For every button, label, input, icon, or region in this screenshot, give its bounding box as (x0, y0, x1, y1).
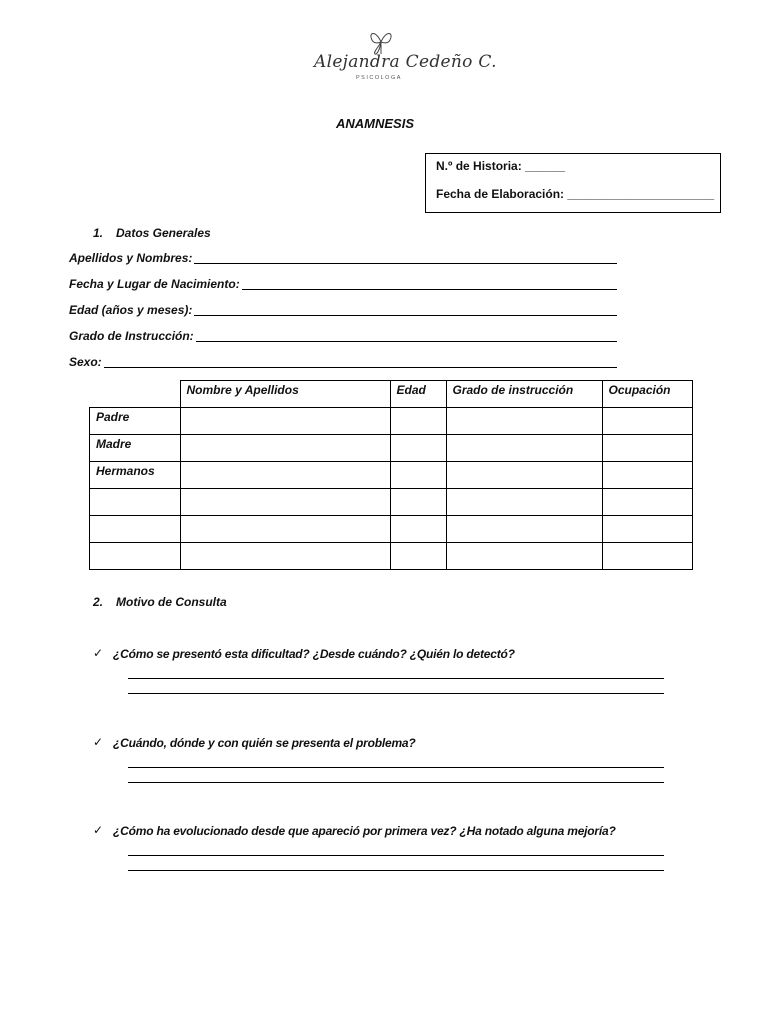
table-cell[interactable] (180, 516, 390, 543)
row-label[interactable] (90, 543, 181, 570)
table-header-cell: Nombre y Apellidos (180, 381, 390, 408)
section2-title: Motivo de Consulta (116, 595, 227, 609)
elaboration-date-field[interactable]: Fecha de Elaboración: ______________________ (436, 187, 715, 201)
question-text: ¿Cómo se presentó esta dificultad? ¿Desde cuándo? ¿Quién lo detectó? (113, 647, 515, 661)
table-cell[interactable] (390, 435, 446, 462)
table-row (90, 408, 693, 435)
row-label: Madre (90, 435, 181, 462)
table-cell[interactable] (390, 516, 446, 543)
answer-line[interactable] (128, 693, 664, 694)
table-cell[interactable] (390, 462, 446, 489)
table-cell[interactable] (602, 489, 692, 516)
check-icon: ✓ (93, 646, 104, 660)
table-cell[interactable] (180, 489, 390, 516)
table-row (90, 489, 693, 516)
table-cell[interactable] (446, 516, 602, 543)
question-text: ¿Cómo ha evolucionado desde que apareció por primera vez? ¿Ha notado alguna mejoría? (113, 824, 616, 838)
table-cell[interactable] (602, 408, 692, 435)
table-cell[interactable] (602, 462, 692, 489)
table-header-cell: Ocupación (602, 381, 692, 408)
page-title: ANAMNESIS (335, 116, 414, 131)
history-number-field[interactable]: N.º de Historia: ______ (436, 159, 566, 173)
field-line[interactable] (69, 367, 617, 368)
field-label: Sexo: (69, 355, 102, 369)
section1-title: Datos Generales (116, 226, 211, 240)
table-header-row (90, 381, 693, 408)
answer-line[interactable] (128, 678, 664, 679)
table-row (90, 543, 693, 570)
field-label: Fecha y Lugar de Nacimiento: (69, 277, 240, 291)
table-cell[interactable] (180, 435, 390, 462)
row-label: Hermanos (90, 462, 181, 489)
table-cell[interactable] (602, 516, 692, 543)
table-cell[interactable] (390, 408, 446, 435)
field-label: Edad (años y meses): (69, 303, 193, 317)
table-cell[interactable] (390, 543, 446, 570)
table-header-cell: Grado de instrucción (446, 381, 602, 408)
table-cell[interactable] (446, 462, 602, 489)
check-icon: ✓ (93, 735, 104, 749)
check-icon: ✓ (93, 823, 104, 837)
table-cell[interactable] (602, 435, 692, 462)
family-table (89, 380, 693, 570)
table-cell[interactable] (390, 489, 446, 516)
logo-subtitle: PSICOLOGA (356, 75, 402, 81)
field-label: Grado de Instrucción: (69, 329, 194, 343)
row-label: Padre (90, 408, 181, 435)
answer-line[interactable] (128, 870, 664, 871)
question-text: ¿Cuándo, dónde y con quién se presenta el problema? (113, 736, 416, 750)
table-header-cell (90, 381, 181, 408)
logo-name: Alejandra Cedeño C. (314, 52, 497, 72)
row-label[interactable] (90, 489, 181, 516)
answer-line[interactable] (128, 767, 664, 768)
table-cell[interactable] (446, 543, 602, 570)
section2-number: 2. (93, 595, 104, 609)
table-row (90, 435, 693, 462)
section1-number: 1. (93, 226, 104, 240)
table-row (90, 462, 693, 489)
table-row (90, 516, 693, 543)
answer-line[interactable] (128, 782, 664, 783)
row-label[interactable] (90, 516, 181, 543)
table-cell[interactable] (180, 408, 390, 435)
table-cell[interactable] (446, 489, 602, 516)
table-cell[interactable] (180, 462, 390, 489)
field-label: Apellidos y Nombres: (69, 251, 193, 265)
table-cell[interactable] (602, 543, 692, 570)
table-cell[interactable] (446, 435, 602, 462)
history-box (425, 153, 721, 213)
logo (300, 26, 497, 88)
table-cell[interactable] (180, 543, 390, 570)
table-header-cell: Edad (390, 381, 446, 408)
table-cell[interactable] (446, 408, 602, 435)
answer-line[interactable] (128, 855, 664, 856)
